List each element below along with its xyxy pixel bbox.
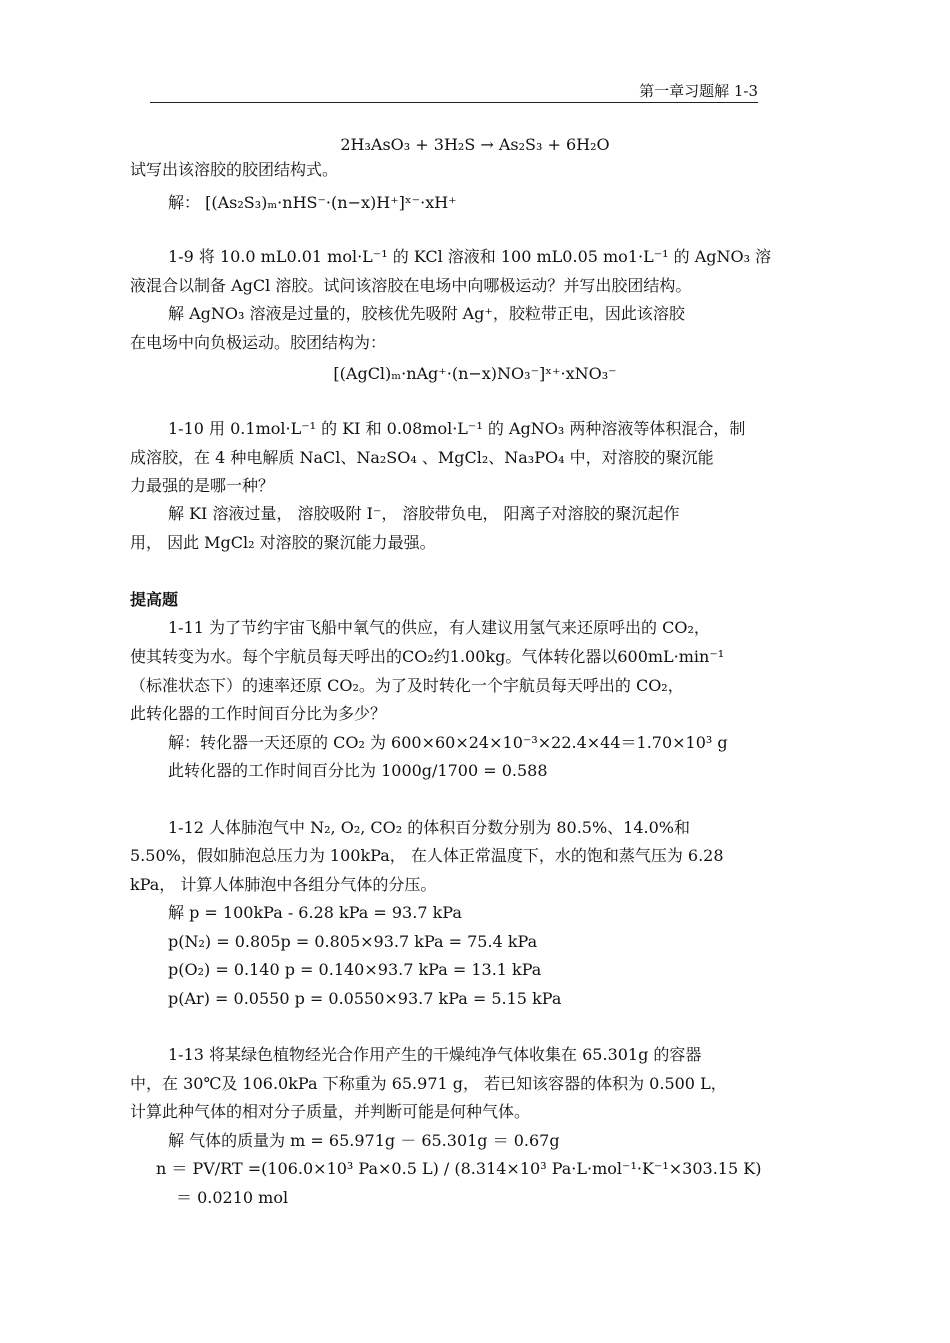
text-line: 用， 因此 MgCl₂ 对溶胶的聚沉能力最强。	[130, 533, 436, 552]
text-line: 成溶胶，在 4 种电解质 NaCl、Na₂SO₄ 、MgCl₂、Na₃PO₄ 中，对溶胶的聚沉能	[130, 448, 714, 467]
problem-1-11: 1-11 为了节约宇宙飞船中氧气的供应，有人建议用氢气来还原呼出的 CO₂，	[168, 618, 710, 637]
answer-line: 解： [(As₂S₃)ₘ·nHS⁻·(n−x)H⁺]ˣ⁻·xH⁺	[168, 193, 457, 212]
answer-line: p(O₂) = 0.140 p = 0.140×93.7 kPa = 13.1 kPa	[168, 960, 542, 979]
answer-line: 解 KI 溶液过量， 溶胶吸附 I⁻， 溶胶带负电， 阳离子对溶胶的聚沉起作	[168, 504, 680, 523]
answer-line: n ＝ PV/RT =(106.0×10³ Pa×0.5 L) / (8.314×10³ Pa·L·mol⁻¹·K⁻¹×303.15 K)	[156, 1159, 762, 1178]
problem-1-12: 1-12 人体肺泡气中 N₂, O₂, CO₂ 的体积百分数分别为 80.5%、14.0%和	[168, 818, 691, 837]
text-line: 中，在 30℃及 106.0kPa 下称重为 65.971 g， 若已知该容器的体积为 0.500 L，	[130, 1074, 727, 1093]
answer-line: ＝ 0.0210 mol	[176, 1188, 289, 1207]
answer-line: p(Ar) = 0.0550 p = 0.0550×93.7 kPa = 5.15 kPa	[168, 989, 562, 1008]
answer-line: 解：转化器一天还原的 CO₂ 为 600×60×24×10⁻³×22.4×44＝1.70×10³ g	[168, 733, 728, 752]
reaction-equation: 2H₃AsO₃ + 3H₂S → As₂S₃ + 6H₂O	[340, 135, 610, 154]
answer-line: p(N₂) = 0.805p = 0.805×93.7 kPa = 75.4 kPa	[168, 932, 538, 951]
formula-line: [(AgCl)ₘ·nAg⁺·(n−x)NO₃⁻]ˣ⁺·xNO₃⁻	[333, 364, 617, 383]
text-line: 使其转变为水。每个宇航员每天呼出的CO₂约1.00kg。气体转化器以600mL·min⁻¹	[130, 647, 725, 666]
page-header: 第一章习题解 1-3	[150, 80, 758, 103]
problem-1-10: 1-10 用 0.1mol·L⁻¹ 的 KI 和 0.08mol·L⁻¹ 的 AgNO₃ 两种溶液等体积混合，制	[168, 419, 746, 438]
problem-1-13: 1-13 将某绿色植物经光合作用产生的干燥纯净气体收集在 65.301g 的容器	[168, 1045, 702, 1064]
text-line: 液混合以制备 AgCl 溶胶。试问该溶胶在电场中向哪极运动？并写出胶团结构。	[130, 276, 692, 295]
section-heading: 提高题	[130, 590, 179, 609]
text-line: 试写出该溶胶的胶团结构式。	[130, 160, 339, 179]
problem-1-9: 1-9 将 10.0 mL0.01 mol·L⁻¹ 的 KCl 溶液和 100 mL0.05 mo1·L⁻¹ 的 AgNO₃ 溶	[168, 247, 772, 266]
answer-line: 解 p = 100kPa - 6.28 kPa = 93.7 kPa	[168, 903, 462, 922]
answer-line: 解 气体的质量为 m = 65.971g － 65.301g ＝ 0.67g	[168, 1131, 560, 1150]
text-line: kPa， 计算人体肺泡中各组分气体的分压。	[130, 875, 437, 894]
text-line: 力最强的是哪一种？	[130, 476, 275, 495]
text-line: 5.50%，假如肺泡总压力为 100kPa， 在人体正常温度下，水的饱和蒸气压为 6.28	[130, 846, 724, 865]
text-line: 在电场中向负极运动。胶团结构为：	[130, 333, 387, 352]
text-line: 此转化器的工作时间百分比为多少？	[130, 704, 387, 723]
answer-line: 此转化器的工作时间百分比为 1000g/1700 = 0.588	[168, 761, 548, 780]
answer-line: 解 AgNO₃ 溶液是过量的，胶核优先吸附 Ag⁺，胶粒带正电，因此该溶胶	[168, 304, 685, 323]
text-line: （标准状态下）的速率还原 CO₂。为了及时转化一个宇航员每天呼出的 CO₂，	[130, 676, 684, 695]
text-line: 计算此种气体的相对分子质量，并判断可能是何种气体。	[130, 1102, 531, 1121]
